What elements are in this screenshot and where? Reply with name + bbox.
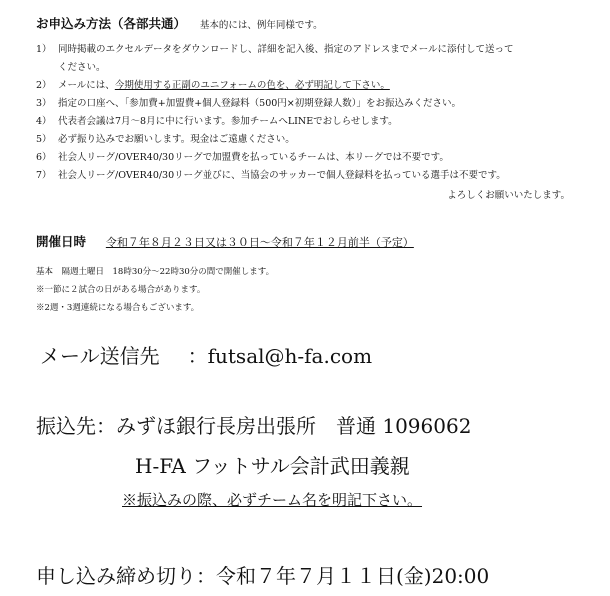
list-item <box>36 41 596 77</box>
application-heading-note: 基本的には、例年同様です。 <box>199 20 323 31</box>
application-steps-list <box>36 41 596 185</box>
list-item <box>36 113 596 131</box>
step-text: 同時掲載のエクセルデータをダウンロードし、詳細を記入後、指定のアドレスまでメールに添付して送って <box>58 44 514 55</box>
step-number: 2） <box>36 80 52 91</box>
step-text: 指定の口座へ、「参加費+加盟費+個人登録料（500円×初期登録人数）」をお振込みください。 <box>58 98 462 109</box>
contact-row <box>40 340 372 369</box>
schedule-note: 基本 隔週土曜日 18時30分～22時30分の間で開催します。 <box>36 267 275 277</box>
contact-email: ：futsal@h-fa.com <box>187 344 373 368</box>
step-number: 5） <box>36 134 52 145</box>
closing-greeting: よろしくお願いいたします。 <box>447 190 570 201</box>
schedule-note: ※一節に２試合の日がある場合があります。 <box>36 285 206 295</box>
step-number: 7） <box>36 170 52 181</box>
step-text: メールには、 <box>58 80 115 91</box>
schedule-label: 開催日時 <box>36 234 87 249</box>
application-heading-row <box>36 14 323 32</box>
bank-account-holder: H-FA フットサル会計武田義親 <box>135 454 410 478</box>
bank-account-line: 振込先：みずほ銀行長房出張所 普通 1096062 <box>36 414 472 438</box>
list-item <box>36 77 596 95</box>
contact-label: メール送信先 <box>40 344 160 368</box>
step-number: 4） <box>36 116 52 127</box>
schedule-row <box>36 232 414 250</box>
schedule-notes <box>36 263 274 317</box>
step-text: 必ず振り込みでお願いします。現金はご遠慮ください。 <box>58 134 295 145</box>
list-item <box>36 149 596 167</box>
step-text: 社会人リーグ/OVER40/30リーグで加盟費を払っているチームは、本リーグでは不要です。 <box>58 152 449 163</box>
application-deadline: 申し込み締め切り：令和７年７月１１日(金)20:00 <box>36 564 490 588</box>
step-number: 6） <box>36 152 52 163</box>
step-number: 1） <box>36 44 52 55</box>
transfer-remark: ※振込みの際、必ずチーム名を明記下さい。 <box>122 491 423 509</box>
application-heading: お申込み方法（各部共通） <box>36 16 187 31</box>
step-number: 3） <box>36 98 52 109</box>
schedule-note: ※2週・3週連続になる場合もございます。 <box>36 303 200 313</box>
uniform-color-instruction: 今期使用する正副のユニフォームの色を、必ず明記して下さい。 <box>114 80 390 91</box>
step-text: 代表者会議は7月～8月に中に行います。参加チームへLINEでおしらせします。 <box>58 116 398 127</box>
list-item <box>36 95 596 113</box>
schedule-value: 令和７年８月２３日又は３０日～令和７年１２月前半（予定） <box>105 236 414 249</box>
list-item <box>36 131 596 149</box>
list-item <box>36 167 596 185</box>
step-text-continuation: ください。 <box>58 62 106 73</box>
step-text: 社会人リーグ/OVER40/30リーグ並びに、当協会のサッカーで個人登録料を払っている選手は不要です。 <box>58 170 506 181</box>
